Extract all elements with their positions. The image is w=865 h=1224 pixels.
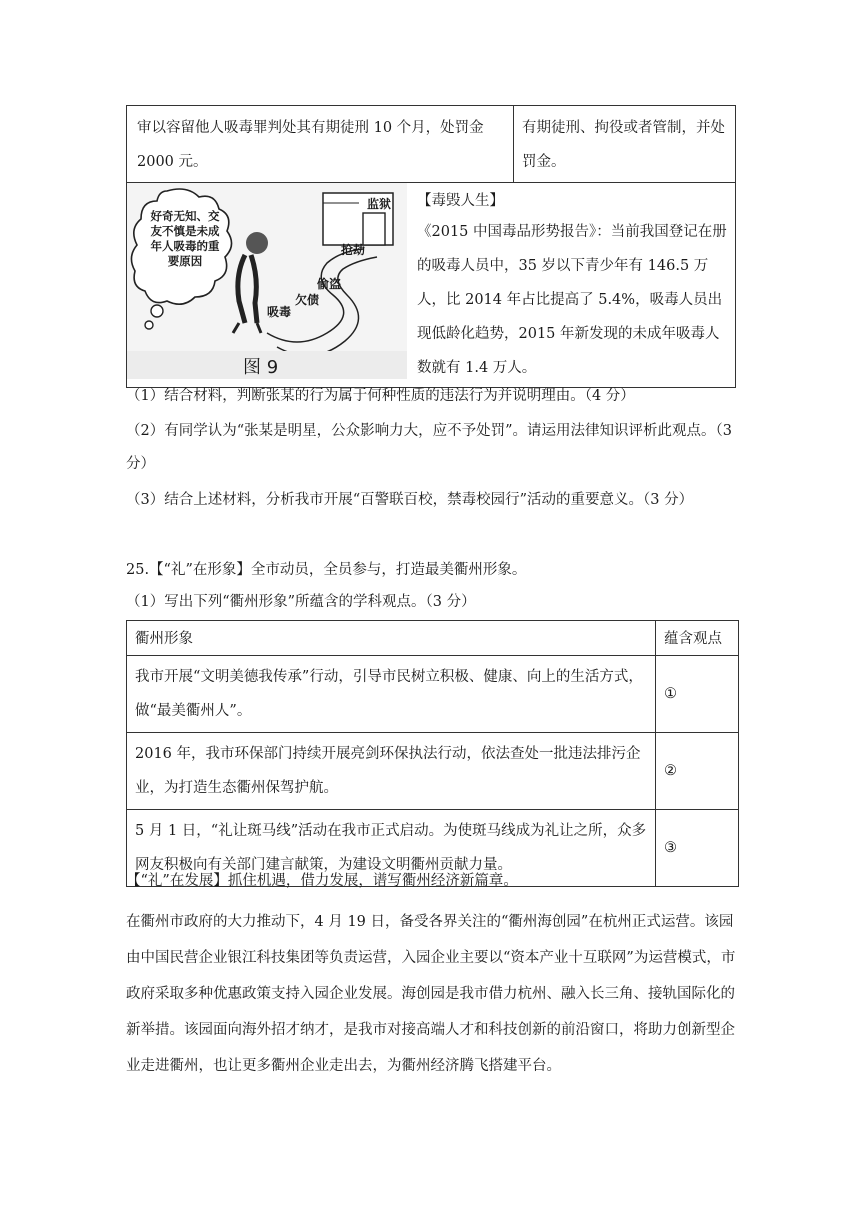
step-debt: 欠债 bbox=[295, 293, 320, 307]
q25-subquestion-1: （1）写出下列“衢州形象”所蕴含的学科观点。（3 分） bbox=[126, 594, 476, 610]
table-header: 衢州形象 bbox=[127, 621, 656, 656]
case-table bbox=[126, 105, 736, 388]
figure-caption: 图 9 bbox=[243, 357, 279, 378]
table-cell: 我市开展“文明美德我传承”行动，引导市民树立积极、健康、向上的生活方式，做“最美衢州人”。 bbox=[127, 656, 656, 733]
quzhou-image-table bbox=[126, 620, 739, 887]
section-title: 【毒毁人生】 bbox=[417, 193, 504, 209]
q25-title: 25.【“礼”在形象】全市动员，全员参与，打造最美衢州形象。 bbox=[126, 562, 527, 578]
table-cell: 2016 年，我市环保部门持续开展亮剑环保执法行动，依法查处一批违法排污企业，为打造生态衢州保驾护航。 bbox=[127, 733, 656, 810]
section-text: 《2015 中国毒品形势报告》：当前我国登记在册的吸毒人员中，35 岁以下青少年有 146.5 万人，比 2014 年占比提高了 5.4%，吸毒人员出现低龄化趋势，2015 年新发现的未成年吸毒人数就有 1.4 万人。 bbox=[417, 224, 727, 376]
step-robbery: 抢劫 bbox=[341, 243, 366, 257]
table-row bbox=[127, 656, 739, 733]
step-theft: 偷盗 bbox=[317, 277, 342, 291]
development-paragraph: 在衢州市政府的大力推动下，4 月 19 日，备受各界关注的“衢州海创园”在杭州正式运营。该园由中国民营企业银江科技集团等负责运营，入园企业主要以“资本产业十互联网”为运营模式，市政府采取多种优惠政策支持入园企业发展。海创园是我市借力杭州、融入长三角、接轨国际化的新举措。该园面向海外招才纳才，是我市对接高端人才和科技创新的前沿窗口，将助力创新型企业走进衢州，也让更多衢州企业走出去，为衢州经济腾飞搭建平台。 bbox=[126, 914, 736, 1074]
question-3: （3）结合上述材料，分析我市开展“百警联百校，禁毒校园行”活动的重要意义。（3 分） bbox=[126, 492, 694, 508]
table-cell: 5 月 1 日，“礼让斑马线”活动在我市正式启动。为使斑马线成为礼让之所，众多网友积极向有关部门建言献策，为建设文明衢州贡献力量。 bbox=[127, 810, 656, 887]
answer-blank: ① bbox=[656, 656, 739, 733]
question-1: （1）结合材料，判断张某的行为属于何种性质的违法行为并说明理由。（4 分） bbox=[126, 388, 635, 404]
prison-label: 监狱 bbox=[367, 197, 392, 211]
cloud-text: 好奇无知、交友不慎是未成年人吸毒的重要原因 bbox=[150, 209, 220, 268]
answer-blank: ③ bbox=[656, 810, 739, 887]
figure-9 bbox=[127, 183, 407, 379]
table-header: 蕴含观点 bbox=[656, 621, 739, 656]
drug-report-cell bbox=[407, 183, 735, 387]
development-title: 【“礼”在发展】抓住机遇，借力发展，谱写衢州经济新篇章。 bbox=[126, 873, 518, 889]
step-drug-use: 吸毒 bbox=[267, 305, 292, 319]
case-text-cell bbox=[127, 106, 514, 183]
penalty-text: 有期徒刑、拘役或者管制，并处罚金。 bbox=[522, 120, 725, 170]
question-2: （2）有同学认为“张某是明星，公众影响力大，应不予处罚”。请运用法律知识评析此观点。（3 分） bbox=[126, 423, 733, 472]
penalty-cell bbox=[514, 106, 736, 183]
answer-blank: ② bbox=[656, 733, 739, 810]
case-text: 审以容留他人吸毒罪判处其有期徒刑 10 个月，处罚金 2000 元。 bbox=[137, 120, 484, 170]
table-row bbox=[127, 733, 739, 810]
